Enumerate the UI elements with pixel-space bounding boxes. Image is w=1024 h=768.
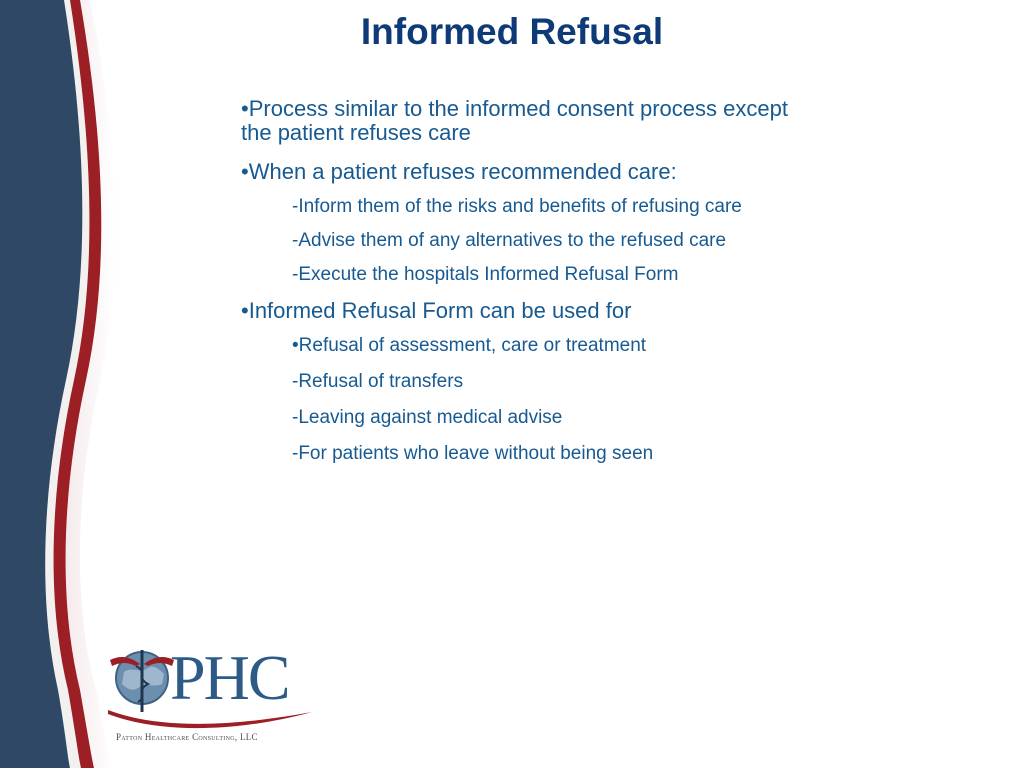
logo-mark: PHC xyxy=(170,642,289,713)
bullet-process-similar: •Process similar to the informed consent process except the patient refuses care xyxy=(241,96,788,145)
sub-bullet-leaving-ama: -Leaving against medical advise xyxy=(292,407,563,428)
company-logo xyxy=(106,644,316,754)
sub-bullet-execute-form: -Execute the hospitals Informed Refusal Form xyxy=(292,264,679,285)
bullet-form-used-for: •Informed Refusal Form can be used for xyxy=(241,298,632,323)
sub-bullet-refusal-transfers: -Refusal of transfers xyxy=(292,371,464,392)
logo-company-name: Patton Healthcare Consulting, LLC xyxy=(116,732,258,742)
sub-bullet-advise-alternatives: -Advise them of any alternatives to the refused care xyxy=(292,230,727,251)
sub-bullet-inform-risks: -Inform them of the risks and benefits of refusing care xyxy=(292,196,742,217)
bullet-when-refuses: •When a patient refuses recommended care: xyxy=(241,159,677,184)
slide-title: Informed Refusal xyxy=(360,11,664,52)
slide-body xyxy=(241,97,801,479)
sub-bullet-refusal-assessment: •Refusal of assessment, care or treatment xyxy=(292,335,647,356)
sub-bullet-leave-without-seen: -For patients who leave without being seen xyxy=(292,443,654,464)
